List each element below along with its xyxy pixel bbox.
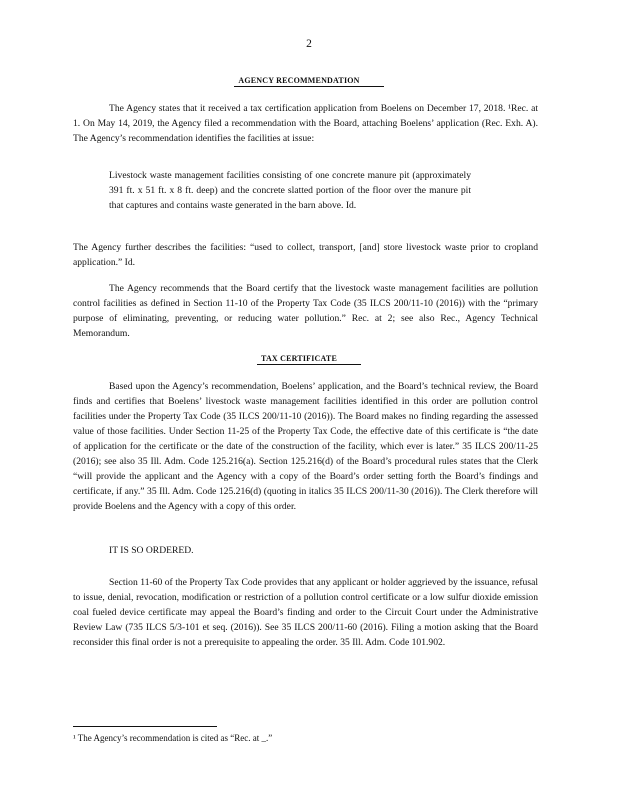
page-number: 2 xyxy=(306,38,312,50)
block-quote-facilities: Livestock waste management facilities consisting of one concrete manure pit (approximately 391 ft. x 51 ft. x 8 ft. deep) and the concrete slatted portion of the floor over the manure pit that captures and contains waste generated in the barn above. Id. xyxy=(109,170,471,211)
paragraph-facility-description: The Agency further describes the facilities: “used to collect, transport, [and] store livestock waste prior to cropland application.” Id. xyxy=(73,242,538,268)
section-heading-agency-recommendation: AGENCY RECOMMENDATION xyxy=(0,76,618,85)
paragraph-agency-recommends: The Agency recommends that the Board certify that the livestock waste management facilities are pollution control facilities as defined in Section 11-10 of the Property Tax Code (35 ILCS 200/11-10 (2016)) with the “primary purpose of eliminating, preventing, or reducing water pollution.” Rec. at 2; see also Rec., Agency Technical Memorandum. xyxy=(73,283,538,339)
paragraph-appeal-rights: Section 11-60 of the Property Tax Code provides that any applicant or holder aggrieved by the issuance, refusal to issue, denial, revocation, modification or restriction of a pollution control certificate or a low sulfur dioxide emission coal fueled device certificate may appeal the Board’s finding and order to the Circuit Court under the Administrative Review Law (735 ILCS 5/3-101 et seq. (2016)). See 35 ILCS 200/11-60 (2016). Filing a motion asking that the Board reconsider this final order is not a prerequisite to appealing the order. 35 Ill. Adm. Code 101.902. xyxy=(73,577,538,648)
footnote: ¹ The Agency’s recommendation is cited as “Rec. at _.” xyxy=(73,733,273,743)
paragraph-application: The Agency states that it received a tax certification application from Boelens on December 17, 2018. ¹Rec. at 1. On May 14, 2019, the Agency filed a recommendation with the Board, attaching Boelens’ application (Rec. Exh. A). The Agency’s recommendation identifies the facilities at issue: xyxy=(73,103,538,144)
footnote-separator xyxy=(73,726,217,727)
paragraph-board-findings: Based upon the Agency’s recommendation, Boelens’ application, and the Board’s technical review, the Board finds and certifies that Boelens’ livestock waste management facilities identified in this order are pollution control facilities under the Property Tax Code (35 ILCS 200/11-10 (2016)). The Board makes no finding regarding the assessed value of those facilities. Under Section 11-25 of the Property Tax Code, the effective date of this certificate is “the date of application for the certificate or the date of the construction of the facility, which ever is later.” 35 ILCS 200/11-25 (2016); see also 35 Ill. Adm. Code 125.216(a). Section 125.216(d) of the Board’s procedural rules states that the Clerk “will provide the applicant and the Agency with a copy of the Board’s order setting forth the Board’s findings and certificate, if any.” 35 Ill. Adm. Code 125.216(d) (quoting in italics 35 ILCS 200/11-30 (2016)). The Clerk therefore will provide Boelens and the Agency with a copy of this order. xyxy=(73,381,538,512)
section-heading-tax-certificate: TAX CERTIFICATE xyxy=(0,354,618,363)
order-statement: IT IS SO ORDERED. xyxy=(109,545,194,556)
